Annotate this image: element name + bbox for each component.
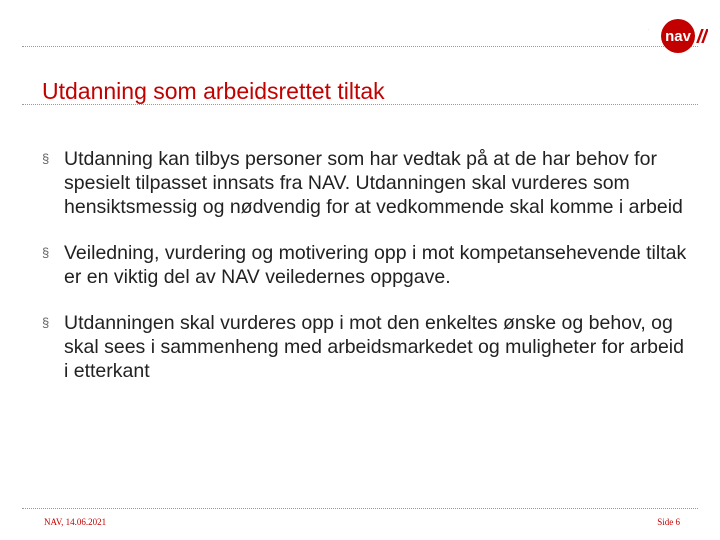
bullet-text: Utdanningen skal vurderes opp i mot den enkeltes ønske og behov, og skal sees i sammenheng med arbeidsmarkedet og muligheter for arbeid i etterkant [64, 312, 684, 382]
footer-date: NAV, 14.06.2021 [44, 517, 107, 527]
nav-logo [648, 16, 708, 56]
slide-title: Utdanning som arbeidsrettet tiltak [42, 78, 385, 104]
bullet-marker: § [42, 245, 50, 260]
bullet-text: Utdanning kan tilbys personer som har vedtak på at de har behov for spesielt tilpasset innsats fra NAV. Utdanningen skal vurderes som hensiktsmessig og nødvendig for at vedkommende skal komme i arbeid [64, 148, 683, 218]
bullet-text: Veiledning, vurdering og motivering opp i mot kompetansehevende tiltak er en viktig del av NAV veiledernes oppgave. [64, 242, 687, 288]
bullet-item [42, 311, 692, 383]
logo-text: nav [665, 28, 691, 45]
footer-page-number: Side 6 [657, 517, 680, 527]
footer-divider [22, 508, 698, 509]
bullet-item [42, 147, 692, 219]
bullet-item [42, 241, 692, 289]
bullet-list [42, 147, 692, 405]
title-divider [22, 104, 698, 105]
bullet-marker: § [42, 151, 50, 166]
top-divider [22, 46, 698, 47]
bullet-marker: § [42, 315, 50, 330]
